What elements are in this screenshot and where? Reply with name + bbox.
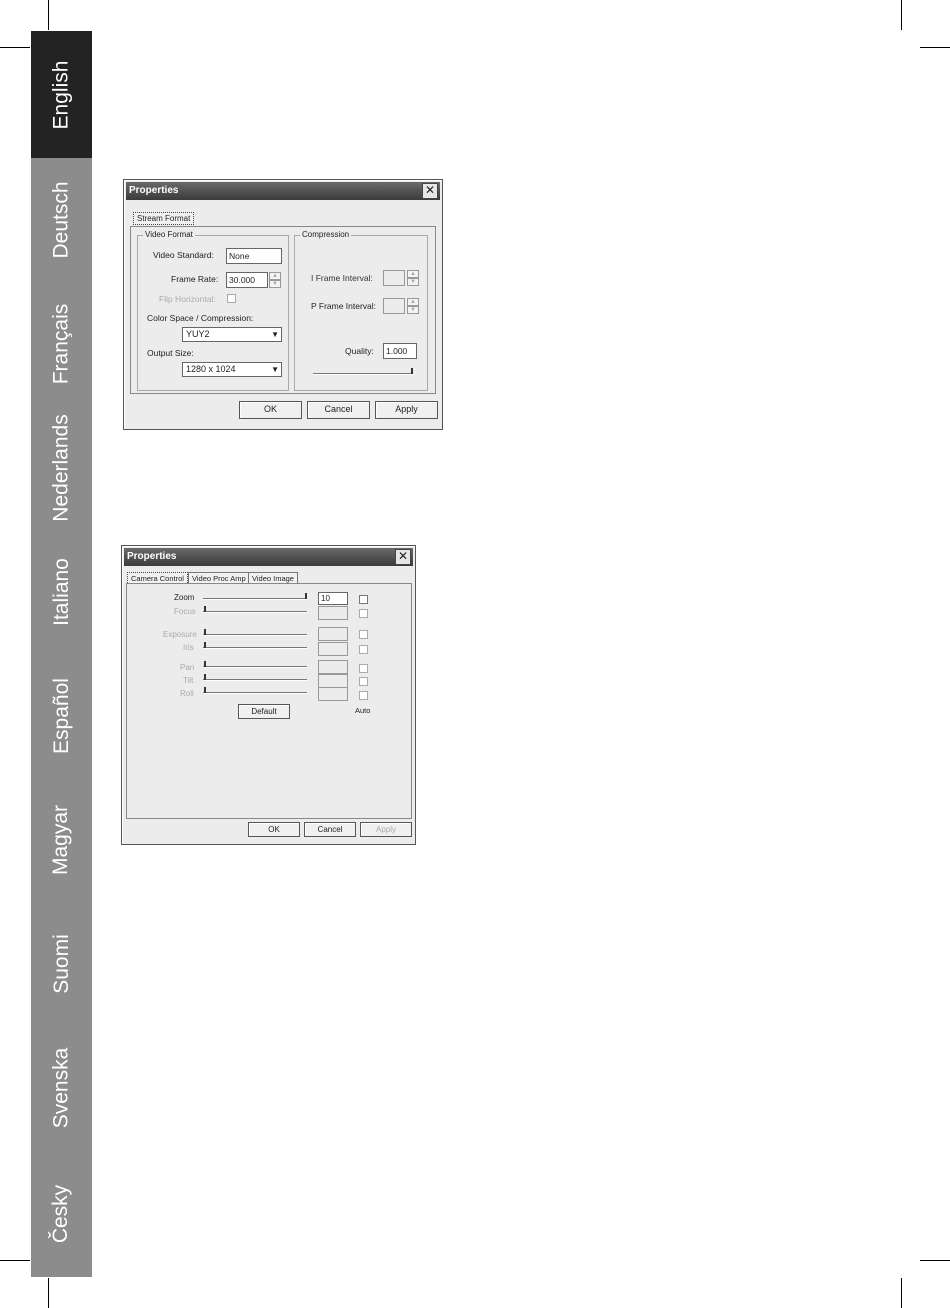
color-space-label: Color Space / Compression:: [147, 313, 254, 323]
dialog-titlebar[interactable]: [126, 182, 440, 200]
i-frame-down-arrow[interactable]: ▼: [407, 278, 419, 286]
p-frame-up-arrow[interactable]: ▲: [407, 298, 419, 306]
video-standard-field: None: [226, 248, 282, 264]
focus-auto-checkbox[interactable]: [359, 609, 368, 618]
crop-mark: [901, 0, 902, 30]
lang-label: Français: [49, 303, 73, 385]
lang-label: Magyar: [49, 804, 73, 876]
tilt-slider-thumb[interactable]: [204, 674, 206, 680]
i-frame-up-arrow[interactable]: ▲: [407, 270, 419, 278]
crop-mark: [48, 0, 49, 30]
pan-auto-checkbox[interactable]: [359, 664, 368, 673]
close-icon[interactable]: ✕: [395, 549, 411, 565]
camera-control-dialog: [121, 545, 416, 845]
apply-button[interactable]: Apply: [360, 822, 412, 837]
lang-label: Español: [49, 678, 73, 754]
color-space-value: YUY2: [186, 329, 210, 339]
apply-button[interactable]: Apply: [375, 401, 438, 419]
dialog-titlebar[interactable]: [124, 548, 413, 566]
i-frame-label: I Frame Interval:: [311, 273, 373, 283]
exposure-value-field[interactable]: [318, 627, 348, 641]
color-space-select[interactable]: [182, 327, 282, 342]
lang-tab-italiano[interactable]: [31, 530, 92, 654]
focus-slider-thumb[interactable]: [204, 606, 206, 612]
crop-mark: [0, 47, 30, 48]
tab-video-image[interactable]: Video Image: [248, 572, 298, 584]
focus-label: Focus: [174, 607, 196, 616]
zoom-label: Zoom: [174, 593, 195, 602]
frame-rate-down-arrow[interactable]: ▼: [269, 280, 281, 288]
output-size-select[interactable]: [182, 362, 282, 377]
crop-mark: [901, 1278, 902, 1308]
lang-tab-magyar[interactable]: [31, 778, 92, 902]
roll-slider-track[interactable]: [203, 692, 307, 694]
tab-panel: [130, 226, 436, 394]
iris-slider-track[interactable]: [203, 647, 307, 649]
cancel-button[interactable]: Cancel: [304, 822, 356, 837]
output-size-label: Output Size:: [147, 348, 194, 358]
lang-label: Deutsch: [49, 181, 73, 259]
zoom-slider-track[interactable]: [203, 598, 307, 600]
group-title: Video Format: [145, 230, 193, 239]
ok-button[interactable]: OK: [239, 401, 302, 419]
focus-slider-track[interactable]: [203, 611, 307, 613]
lang-tab-svenska[interactable]: [31, 1026, 92, 1150]
flip-horizontal-label: Flip Horizontal:: [159, 294, 216, 304]
lang-tab-deutsch[interactable]: [31, 158, 92, 282]
crop-mark: [0, 1260, 30, 1261]
stream-format-dialog: [123, 179, 443, 430]
roll-value-field[interactable]: [318, 687, 348, 701]
tilt-label: Tilt: [183, 676, 194, 685]
lang-tab-espanol[interactable]: [31, 654, 92, 778]
output-size-value: 1280 x 1024: [186, 364, 236, 374]
group-title: Compression: [302, 230, 350, 239]
iris-auto-checkbox[interactable]: [359, 645, 368, 654]
p-frame-down-arrow[interactable]: ▼: [407, 306, 419, 314]
zoom-auto-checkbox[interactable]: [359, 595, 368, 604]
tab-stream-format[interactable]: Stream Format: [133, 212, 194, 225]
tilt-slider-track[interactable]: [203, 679, 307, 681]
crop-mark: [920, 1260, 950, 1261]
video-format-group: [137, 230, 289, 391]
tilt-value-field[interactable]: [318, 674, 348, 688]
frame-rate-input[interactable]: 30.000: [226, 272, 268, 288]
default-button[interactable]: Default: [238, 704, 290, 719]
p-frame-label: P Frame Interval:: [311, 301, 377, 311]
quality-slider-thumb[interactable]: [411, 368, 413, 374]
exposure-auto-checkbox[interactable]: [359, 630, 368, 639]
lang-tab-francais[interactable]: [31, 282, 92, 406]
close-icon[interactable]: ✕: [422, 183, 438, 199]
exposure-label: Exposure: [163, 630, 197, 639]
language-sidebar: [31, 31, 92, 1277]
pan-slider-track[interactable]: [203, 666, 307, 668]
cancel-button[interactable]: Cancel: [307, 401, 370, 419]
lang-label: Italiano: [49, 558, 73, 626]
lang-tab-nederlands[interactable]: [31, 406, 92, 530]
roll-label: Roll: [180, 689, 194, 698]
dialog-title: Properties: [129, 185, 179, 196]
lang-tab-suomi[interactable]: [31, 902, 92, 1026]
lang-label: Nederlands: [49, 414, 73, 522]
frame-rate-label: Frame Rate:: [171, 274, 219, 284]
p-frame-input[interactable]: [383, 298, 405, 314]
iris-slider-thumb[interactable]: [204, 642, 206, 648]
iris-value-field[interactable]: [318, 642, 348, 656]
tab-panel: [126, 583, 412, 819]
roll-auto-checkbox[interactable]: [359, 691, 368, 700]
lang-tab-cesky[interactable]: [31, 1150, 92, 1277]
iris-label: Iris: [183, 643, 194, 652]
quality-slider-track[interactable]: [313, 373, 413, 375]
lang-label: Svenska: [49, 1047, 73, 1129]
ok-button[interactable]: OK: [248, 822, 300, 837]
pan-value-field[interactable]: [318, 660, 348, 674]
zoom-slider-thumb[interactable]: [305, 593, 307, 599]
crop-mark: [48, 1278, 49, 1308]
crop-mark: [920, 47, 950, 48]
dialog-title: Properties: [127, 551, 177, 562]
chevron-down-icon: ▼: [271, 330, 279, 339]
video-standard-label: Video Standard:: [153, 250, 214, 260]
quality-input[interactable]: 1.000: [383, 343, 417, 359]
auto-label: Auto: [355, 706, 371, 715]
pan-slider-thumb[interactable]: [204, 661, 206, 667]
lang-label: Česky: [49, 1184, 73, 1243]
lang-label: Suomi: [49, 934, 73, 994]
tilt-auto-checkbox[interactable]: [359, 677, 368, 686]
chevron-down-icon: ▼: [271, 365, 279, 374]
tab-camera-control[interactable]: Camera Control: [127, 572, 188, 585]
exposure-slider-track[interactable]: [203, 634, 307, 636]
focus-value-field[interactable]: [318, 606, 348, 620]
quality-label: Quality:: [345, 346, 374, 356]
roll-slider-thumb[interactable]: [204, 687, 206, 693]
frame-rate-up-arrow[interactable]: ▲: [269, 272, 281, 280]
lang-label: English: [49, 60, 73, 129]
tab-video-proc-amp[interactable]: Video Proc Amp: [188, 572, 250, 584]
i-frame-input[interactable]: [383, 270, 405, 286]
flip-horizontal-checkbox[interactable]: [227, 294, 236, 303]
zoom-value-field[interactable]: 10: [318, 592, 348, 605]
lang-tab-english[interactable]: [31, 31, 92, 158]
compression-group: [294, 230, 428, 391]
pan-label: Pan: [180, 663, 195, 672]
exposure-slider-thumb[interactable]: [204, 629, 206, 635]
